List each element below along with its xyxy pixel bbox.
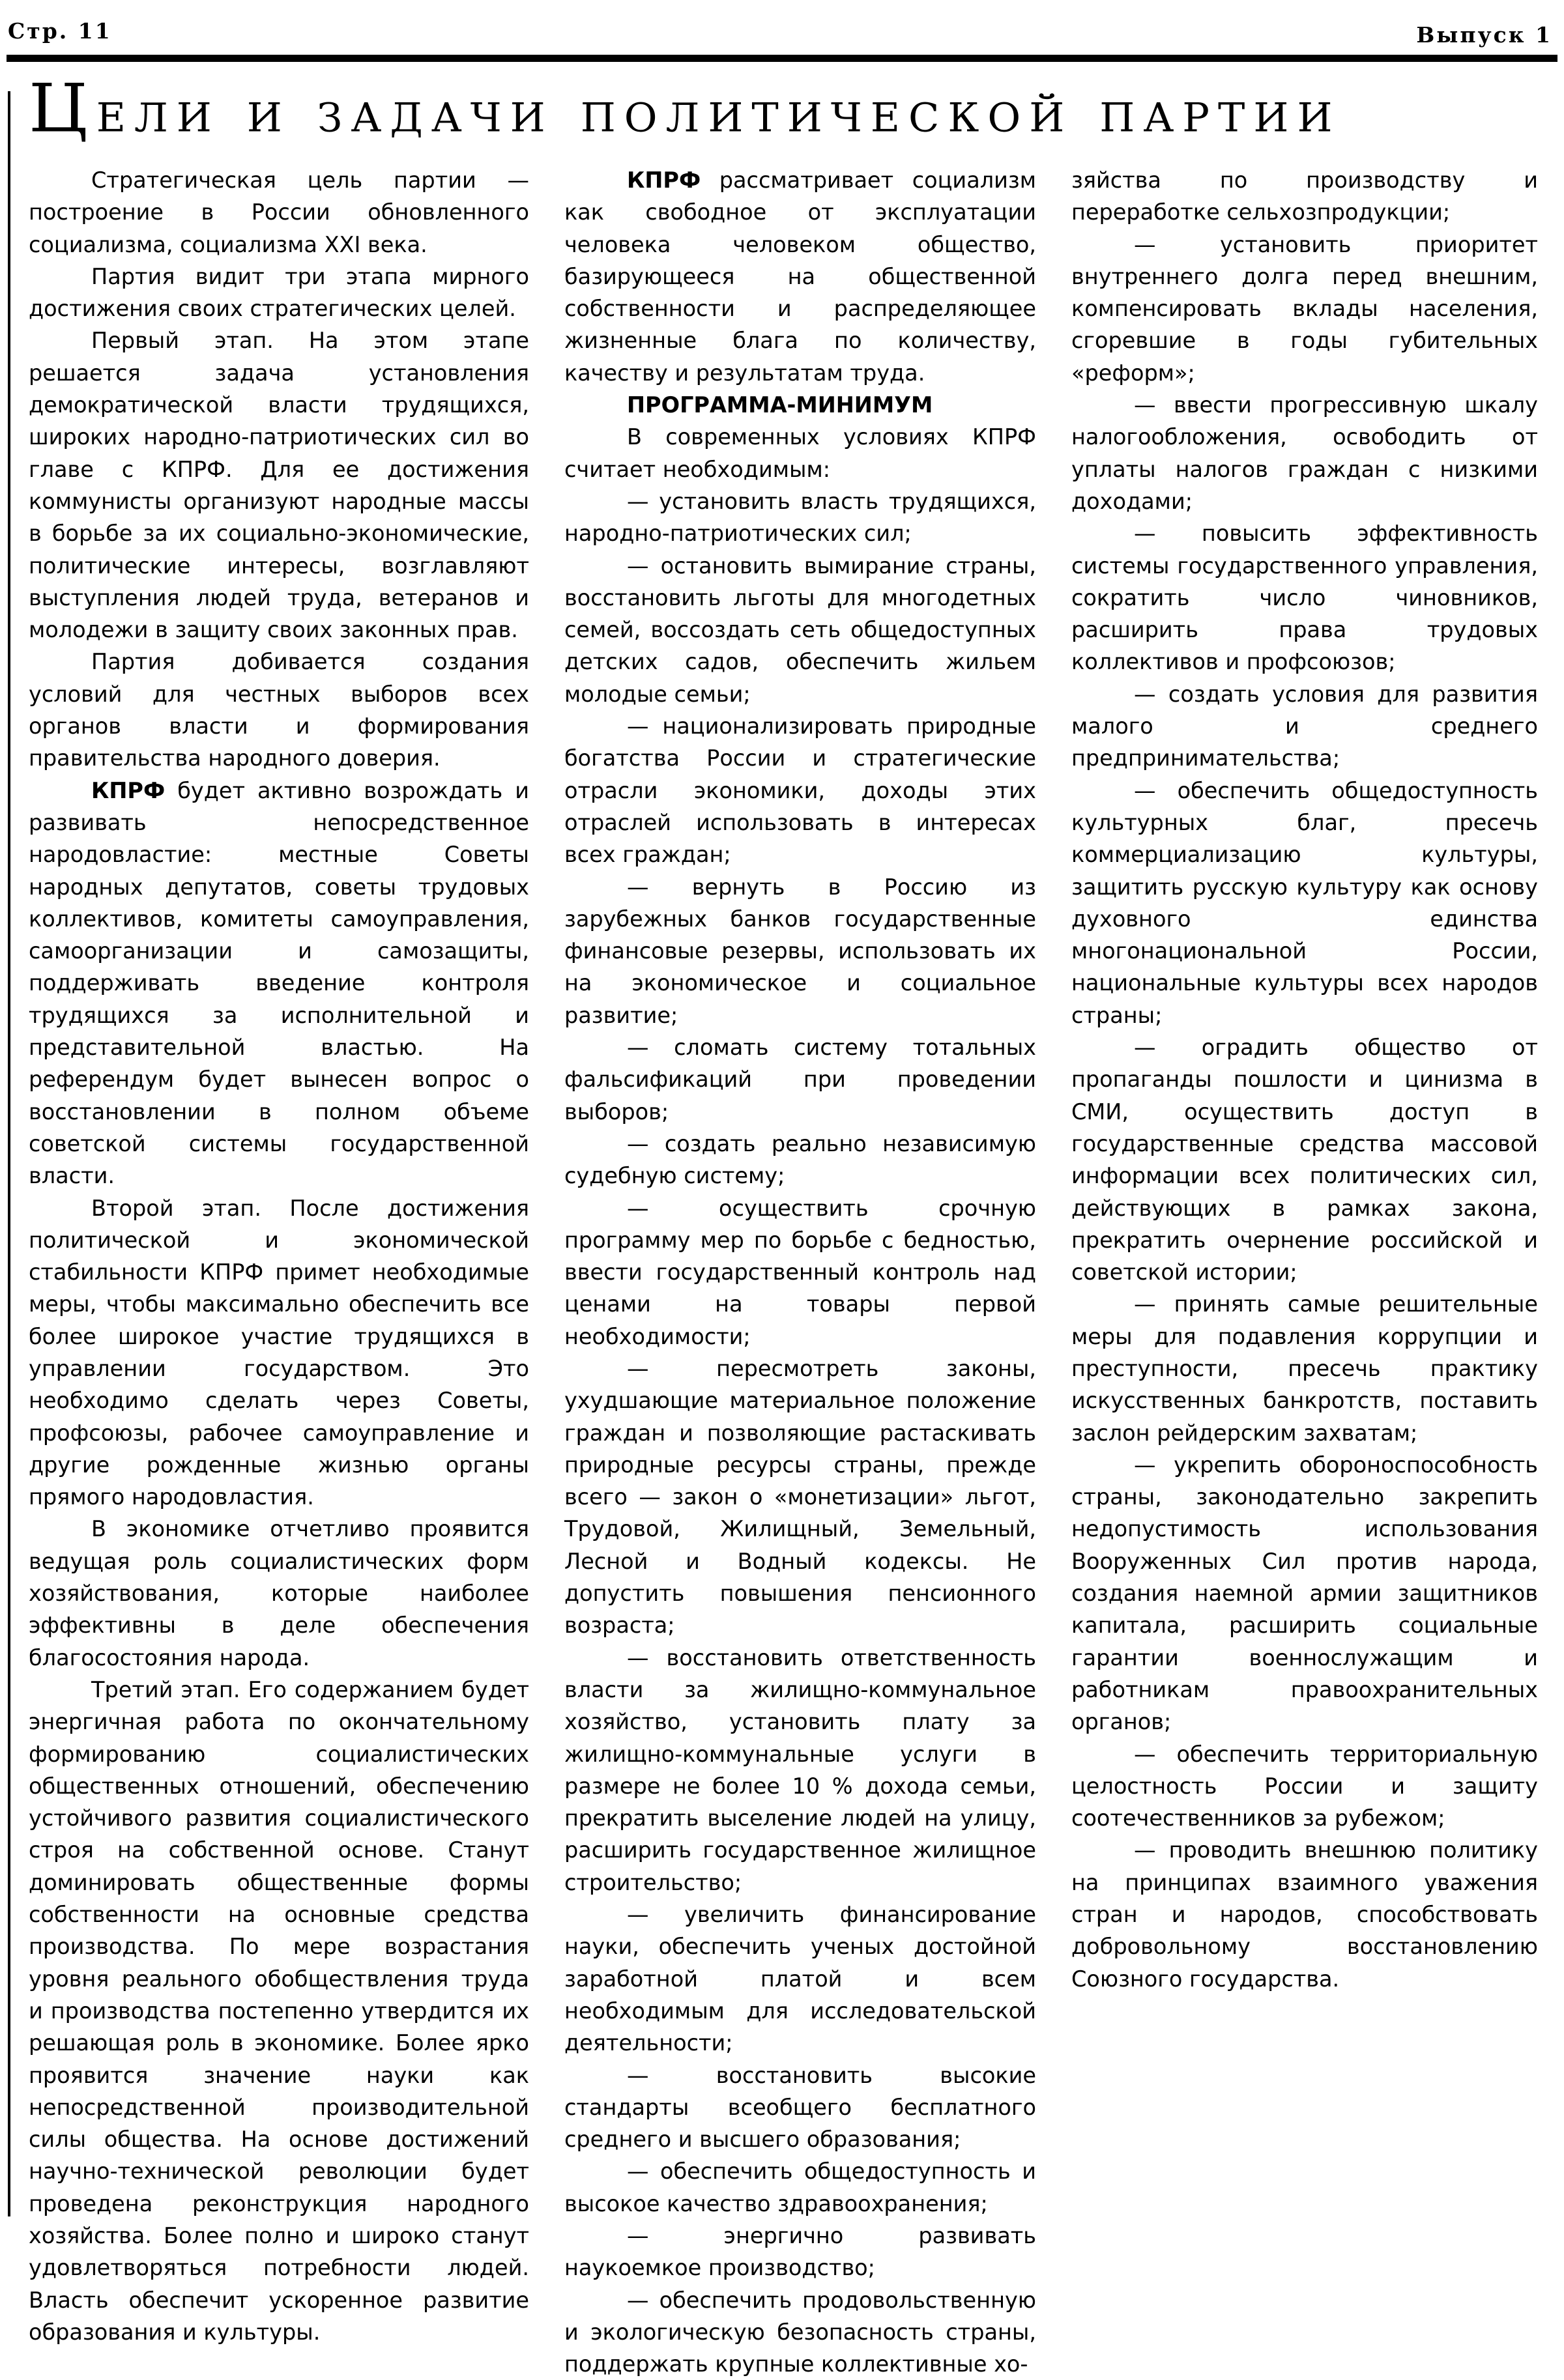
paragraph-continuation: зяйства по производству и переработке сельхозпродукции; — [1071, 167, 1538, 225]
list-item: — вернуть в Россию из зарубежных банков государственные финансовые резервы, использовать их на экономическое и социальное развитие; — [564, 874, 1036, 1028]
list-item: — создать реально независимую судебную систему; — [564, 1130, 1036, 1189]
issue-label: Выпуск 1 — [1416, 22, 1552, 48]
paragraph: Партия добивается создания условий для честных выборов всех органов власти и формирования правительства народного доверия. — [29, 649, 529, 771]
page-number: Стр. 11 — [8, 18, 112, 44]
list-item: — энергично развивать наукоемкое производство; — [564, 2223, 1036, 2281]
paragraph: Второй этап. После достижения политической и экономической стабильности КПРФ примет необходимые меры, чтобы максимально обеспечить все более широкое участие трудящихся в управлении государством. Это необходимо сделать через Советы, профсоюзы, рабочее самоуправление и другие рожденные жизнью органы прямого народовластия. — [29, 1195, 529, 1510]
list-item: — проводить внешнюю политику на принципах взаимного уважения стран и народов, способствовать добровольному восстановлению Союзного государства. — [1071, 1837, 1538, 1992]
column-1 — [29, 164, 529, 2348]
article-title-initial: Ц — [29, 69, 96, 147]
paragraph: Третий этап. Его содержанием будет энергичная работа по окончательному формированию социалистических общественных отношений, обеспечению устойчивого развития социалистического строя на собственной основе. Станут доминировать общественные формы собственности на основные средства производства. По мере возрастания уровня реального обобществления труда и производства постепенно утвердится их решающая роль в экономике. Более ярко проявится значение науки как непосредственной производительной силы общества. На основе достижений научно-технической революции будет проведена реконструкция народного хозяйства. Более полно и широко станут удовлетворяться потребности людей. Власть обеспечит ускоренное развитие образования и культуры. — [29, 1676, 529, 2345]
column-3 — [1071, 164, 1538, 1995]
list-item: — сломать систему тотальных фальсификаций при проведении выборов; — [564, 1035, 1036, 1125]
paragraph: В экономике отчетливо проявится ведущая роль социалистических форм хозяйствования, которые наиболее эффективны в деле обеспечения благосостояния народа. — [29, 1516, 529, 1670]
list-item: — установить приоритет внутреннего долга перед внешним, компенсировать вклады населения, сгоревшие в годы губительных «реформ»; — [1071, 231, 1538, 386]
paragraph: Партия видит три этапа мирного достижения своих стратегических целей. — [29, 263, 529, 322]
list-item: — создать условия для развития малого и среднего предпринимательства; — [1071, 681, 1538, 771]
list-item: — пересмотреть законы, ухудшающие материальное положение граждан и позволяющие растаскивать природные ресурсы страны, прежде всего — закон о «монетизации» льгот, Трудовой, Жилищный, Земельный, Лесной и Водный кодексы. Не допустить повышения пенсионного возраста; — [564, 1355, 1036, 1639]
list-item: — остановить вымирание страны, восстановить льготы для многодетных семей, воссоздать сеть общедоступных детских садов, обеспечить жильем молодые семьи; — [564, 552, 1036, 707]
paragraph: КПРФ рассматривает социализм как свободное от эксплуатации человека человеком общество, базирующееся на общественной собственности и распределяющее жизненные блага по количеству, качеству и результатам труда. — [564, 167, 1036, 386]
party-name-bold: КПРФ — [91, 777, 166, 803]
list-item: — установить власть трудящихся, народно-патриотических сил; — [564, 488, 1036, 547]
section-heading: ПРОГРАММА-МИНИМУМ — [627, 392, 933, 418]
list-item: — обеспечить территориальную целостность России и защиту соотечественников за рубежом; — [1071, 1741, 1538, 1831]
party-name-bold: КПРФ — [627, 167, 701, 193]
list-item: — ввести прогрессивную шкалу налогообложения, освободить от уплаты налогов граждан с низкими доходами; — [1071, 392, 1538, 514]
list-item: — обеспечить общедоступность культурных благ, пресечь коммерциализацию культуры, защитить русскую культуру как основу духовного единства многонациональной России, национальные культуры всех народов страны; — [1071, 777, 1538, 1028]
header-rule — [7, 55, 1557, 62]
list-item: — повысить эффективность системы государственного управления, сократить число чиновников, расширить права трудовых коллективов и профсоюзов; — [1071, 521, 1538, 675]
list-item: — обеспечить общедоступность и высокое качество здравоохранения; — [564, 2158, 1036, 2216]
list-item: — осуществить срочную программу мер по борьбе с бедностью, ввести государственный контроль над ценами на товары первой необходимости; — [564, 1195, 1036, 1349]
left-margin-rule — [8, 91, 10, 2216]
paragraph: Стратегическая цель партии — построение в России обновленного социализма, социализма XXI века. — [29, 167, 529, 257]
list-item: — оградить общество от пропаганды пошлости и цинизма в СМИ, осуществить доступ в государственные средства массовой информации всех политических сил, действующих в рамках закона, прекратить очернение российской и советской истории; — [1071, 1035, 1538, 1285]
list-item: — обеспечить продовольственную и экологическую безопасность страны, поддержать крупные коллективные хо- — [564, 2287, 1036, 2377]
list-item: — увеличить финансирование науки, обеспечить ученых достойной заработной платой и всем необходимым для исследовательской деятельности; — [564, 1902, 1036, 2056]
list-item: — национализировать природные богатства России и стратегические отрасли экономики, доходы этих отраслей использовать в интересах всех граждан; — [564, 713, 1036, 868]
article-title — [29, 69, 1341, 147]
list-item: — принять самые решительные меры для подавления коррупции и преступности, пресечь практику искусственных банкротств, поставить заслон рейдерским захватам; — [1071, 1291, 1538, 1446]
column-2 — [564, 164, 1036, 2380]
list-item: — восстановить ответственность власти за жилищно-коммунальное хозяйство, установить плату за жилищно-коммунальные услуги в размере не более 10 % дохода семьи, прекратить выселение людей на улицу, расширить государственное жилищное строительство; — [564, 1644, 1036, 1895]
paragraph: В современных условиях КПРФ считает необходимым: — [564, 424, 1036, 482]
paragraph: КПРФ будет активно возрождать и развивать непосредственное народовластие: местные Советы народных депутатов, советы трудовых коллективов, комитеты самоуправления, самоорганизации и самозащиты, поддерживать введение контроля трудящихся за исполнительной и представительной властью. На референдум будет вынесен вопрос о восстановлении в полном объеме советской системы государственной власти. — [29, 777, 529, 1189]
article-title-rest: ели и задачи политической партии — [96, 78, 1341, 145]
list-item: — восстановить высокие стандарты всеобщего бесплатного среднего и высшего образования; — [564, 2062, 1036, 2153]
list-item: — укрепить обороноспособность страны, законодательно закрепить недопустимость использования Вооруженных Сил против народа, создания наемной армии защитников капитала, расширить социальные гарантии военнослужащим и работникам правоохранительных органов; — [1071, 1452, 1538, 1735]
paragraph: Первый этап. На этом этапе решается задача установления демократической власти трудящихся, широких народно-патриотических сил во главе с КПРФ. Для ее достижения коммунисты организуют народные массы в борьбе за их социально-экономические, политические интересы, возглавляют выступления людей труда, ветеранов и молодежи в защиту своих законных прав. — [29, 328, 529, 643]
